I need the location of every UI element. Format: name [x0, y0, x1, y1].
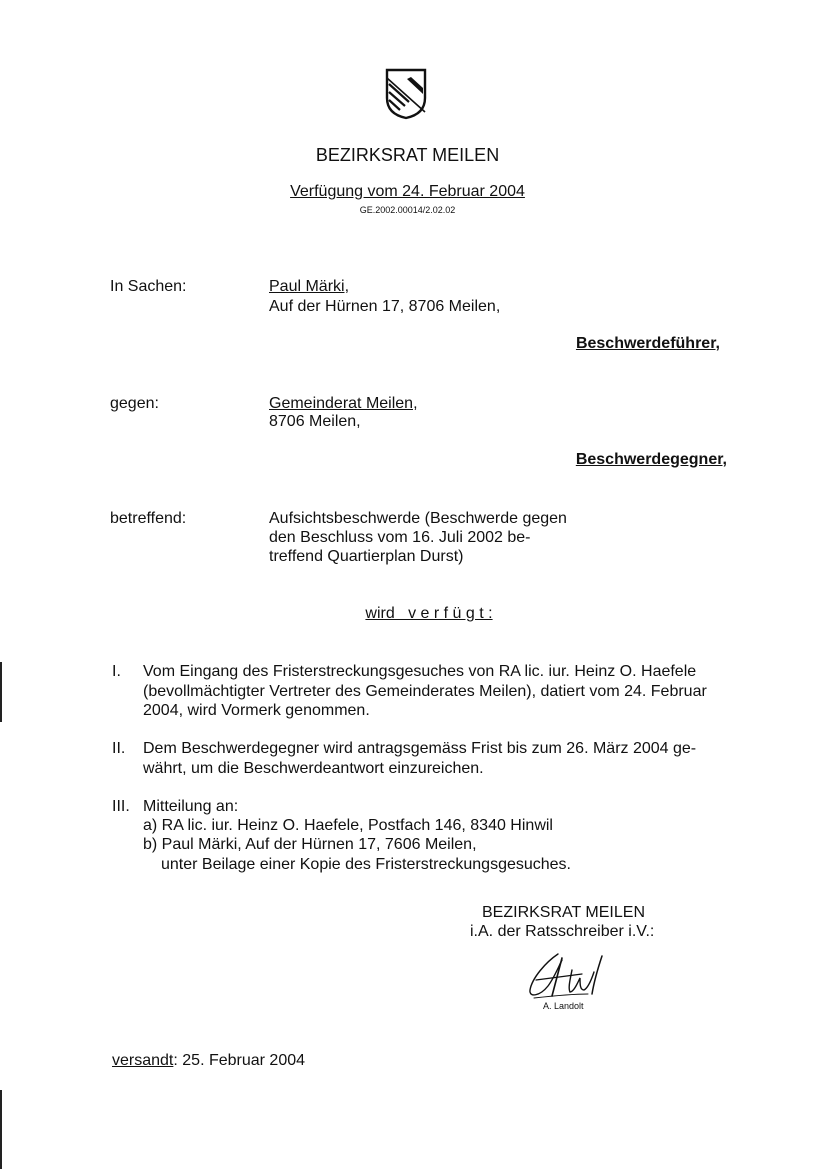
- recipient-line: a) RA lic. iur. Heinz O. Haefele, Postfach 146, 8340 Hinwil: [143, 817, 553, 834]
- item-numeral: II.: [112, 740, 126, 757]
- dispatch-label: versandt: [112, 1052, 174, 1069]
- dispatch-date: : 25. Februar 2004: [173, 1052, 306, 1069]
- scan-edge-mark: [0, 1090, 2, 1169]
- against-label: gegen:: [110, 395, 159, 412]
- item-text-line: Dem Beschwerdegegner wird antragsgemäss Frist bis zum 26. März 2004 ge-: [143, 740, 697, 757]
- item-numeral: III.: [112, 798, 130, 815]
- item-text-line: 2004, wird Vormerk genommen.: [143, 702, 370, 719]
- signer-name: A. Landolt: [543, 1001, 584, 1011]
- respondent-address: 8706 Meilen,: [269, 413, 361, 430]
- in-matter-label: In Sachen:: [110, 278, 187, 295]
- respondent-role: Beschwerdegegner,: [575, 451, 727, 468]
- signature-on-behalf: i.A. der Ratsschreiber i.V.:: [470, 923, 655, 940]
- item-numeral: I.: [112, 663, 121, 680]
- recipient-line: b) Paul Märki, Auf der Hürnen 17, 7606 Meilen,: [143, 836, 477, 853]
- dispatch-line: [112, 1051, 305, 1071]
- item-text-line: Mitteilung an:: [143, 798, 239, 815]
- coat-of-arms-seal: [385, 68, 427, 120]
- recipient-line: unter Beilage einer Kopie des Fristerstreckungsgesuches.: [161, 856, 571, 873]
- reference-number: GE.2002.00014/2.02.02: [359, 205, 456, 215]
- scan-edge-mark: [0, 662, 2, 722]
- complainant-role: Beschwerdeführer,: [575, 335, 720, 352]
- subject-label: betreffend:: [110, 510, 187, 527]
- decree-heading: wird v e r f ü g t :: [365, 605, 493, 622]
- complainant-name: Paul Märki,: [269, 278, 350, 295]
- item-text-line: Vom Eingang des Fristerstreckungsgesuches von RA lic. iur. Heinz O. Haefele: [143, 663, 697, 680]
- subject-line: treffend Quartierplan Durst): [269, 548, 464, 565]
- handwritten-signature: [522, 948, 614, 1004]
- respondent-name: Gemeinderat Meilen,: [269, 395, 418, 412]
- signature-authority: BEZIRKSRAT MEILEN: [482, 904, 645, 921]
- complainant-address: Auf der Hürnen 17, 8706 Meilen,: [269, 298, 501, 315]
- subject-line: Aufsichtsbeschwerde (Beschwerde gegen: [269, 510, 567, 527]
- subject-line: den Beschluss vom 16. Juli 2002 be-: [269, 529, 531, 546]
- authority-title: BEZIRKSRAT MEILEN: [315, 145, 500, 165]
- item-text-line: währt, um die Beschwerdeantwort einzureichen.: [143, 760, 484, 777]
- order-title: Verfügung vom 24. Februar 2004: [290, 183, 525, 200]
- item-text-line: (bevollmächtigter Vertreter des Gemeinderates Meilen), datiert vom 24. Februar: [143, 683, 707, 700]
